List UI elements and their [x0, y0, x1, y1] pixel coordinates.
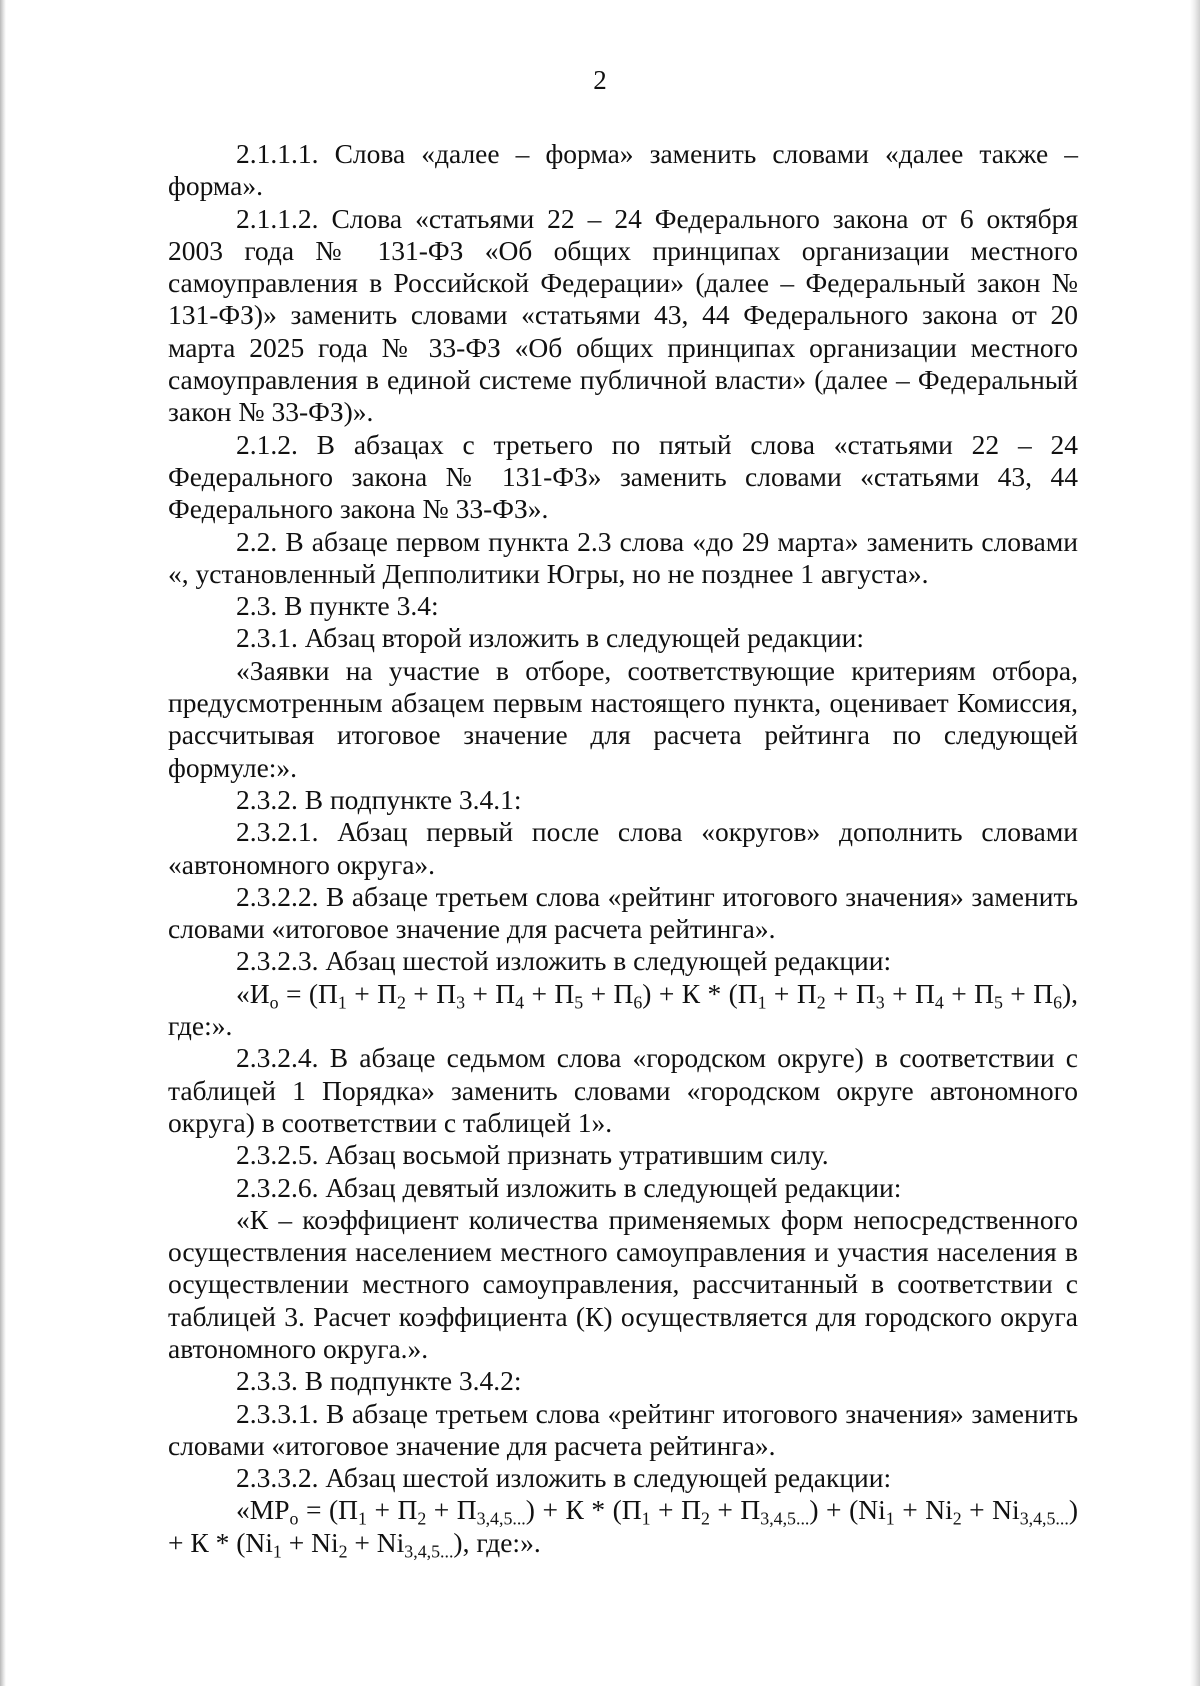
paragraph-2-3-2-3: 2.3.2.3. Абзац шестой изложить в следующей редакции:	[236, 945, 892, 977]
paragraph-2-3-2-1: 2.3.2.1. Абзац первый после слова «округов» дополнить словами «автономного округа».	[168, 816, 1078, 880]
paragraph-2-3-2-2: 2.3.2.2. В абзаце третьем слова «рейтинг итогового значения» заменить словами «итоговое значение для расчета рейтинга».	[168, 880, 1078, 945]
paragraph-2-3: 2.3. В пункте 3.4:	[236, 590, 439, 622]
scan-edge-right	[1190, 0, 1200, 1686]
paragraph-2-3-2: 2.3.2. В подпункте 3.4.1:	[236, 783, 522, 815]
paragraph-2-1-1-2: 2.1.1.2. Слова «статьями 22 – 24 Федерального закона от 6 октября 2003 года № 131-ФЗ «Об общих принципах организации местного самоуправления в Российской Федерации» (далее – Федеральный закон № 131-ФЗ)» заменить словами «статьями 43, 44 Федерального закона от 20 марта 2025 года № 33-ФЗ «Об общих принципах организации местного самоуправления в единой системе публичной власти» (далее – Федеральный закон № 33-ФЗ)».	[168, 202, 1078, 428]
paragraph-2-3-2-6: 2.3.2.6. Абзац девятый изложить в следующей редакции:	[236, 1171, 902, 1203]
paragraph-2-2: 2.2. В абзаце первом пункта 2.3 слова «до 29 марта» заменить словами «, установленный Депполитики Югры, но не позднее 1 августа».	[168, 525, 1078, 589]
paragraph-2-3-1: 2.3.1. Абзац второй изложить в следующей редакции:	[236, 622, 865, 654]
paragraph-2-3-2-4: 2.3.2.4. В абзаце седьмом слова «городском округе) в соответствии с таблицей 1 Порядка» заменить словами «городском округе автономного округа) в соответствии с таблицей 1».	[168, 1042, 1078, 1138]
document-body	[168, 138, 1079, 1562]
paragraph-2-3-3: 2.3.3. В подпункте 3.4.2:	[236, 1365, 522, 1397]
paragraph-2-1-1-1: 2.1.1.1. Слова «далее – форма» заменить словами «далее также – форма».	[168, 138, 1078, 202]
page-number: 2	[593, 65, 607, 95]
paragraph-2-3-3-1: 2.3.3.1. В абзаце третьем слова «рейтинг итогового значения» заменить словами «итоговое значение для расчета рейтинга».	[168, 1397, 1078, 1461]
paragraph-quote-applications: «Заявки на участие в отборе, соответствующие критериям отбора, предусмотренным абзацем первым настоящего пункта, оценивает Комиссия, рассчитывая итоговое значение для расчета рейтинга по следующей формуле:».	[168, 654, 1078, 783]
formula-io: «$И_о = (П_1 + П_2 + П_3 + П_4 + П_5 + П_6) + К * (П_1 + П_2 + П_3 + П_4 + П_5 + П_6)$, где:».	[168, 977, 1079, 1042]
paragraph-quote-coefficient: «К – коэффициент количества применяемых форм непосредственного осуществления населением местного самоуправления и участия населения в осуществлении местного самоуправления, рассчитанный в соответствии с таблицей 3. Расчет коэффициента (К) осуществляется для городского округа автономного округа.».	[168, 1203, 1078, 1364]
paragraph-2-3-3-2: 2.3.3.2. Абзац шестой изложить в следующей редакции:	[236, 1462, 892, 1494]
paragraph-2-3-2-5: 2.3.2.5. Абзац восьмой признать утратившим силу.	[236, 1139, 829, 1171]
paragraph-2-1-2: 2.1.2. В абзацах с третьего по пятый слова «статьями 22 – 24 Федерального закона № 131-ФЗ» заменить словами «статьями 43, 44 Федерального закона № 33-ФЗ».	[168, 428, 1078, 525]
scan-edge-left	[0, 0, 6, 1686]
formula-mro: «$МР_о = (П_1 + П_2 + П_{3,4,5...}) + К * (П_1 + П_2 + П_{3,4,5...}) + (Ni_1 + Ni_2 + Ni_{3,4,5...}) + К * (Ni_1 + Ni_2 + Ni_{3,4,5...})$, где:».	[168, 1494, 1078, 1562]
